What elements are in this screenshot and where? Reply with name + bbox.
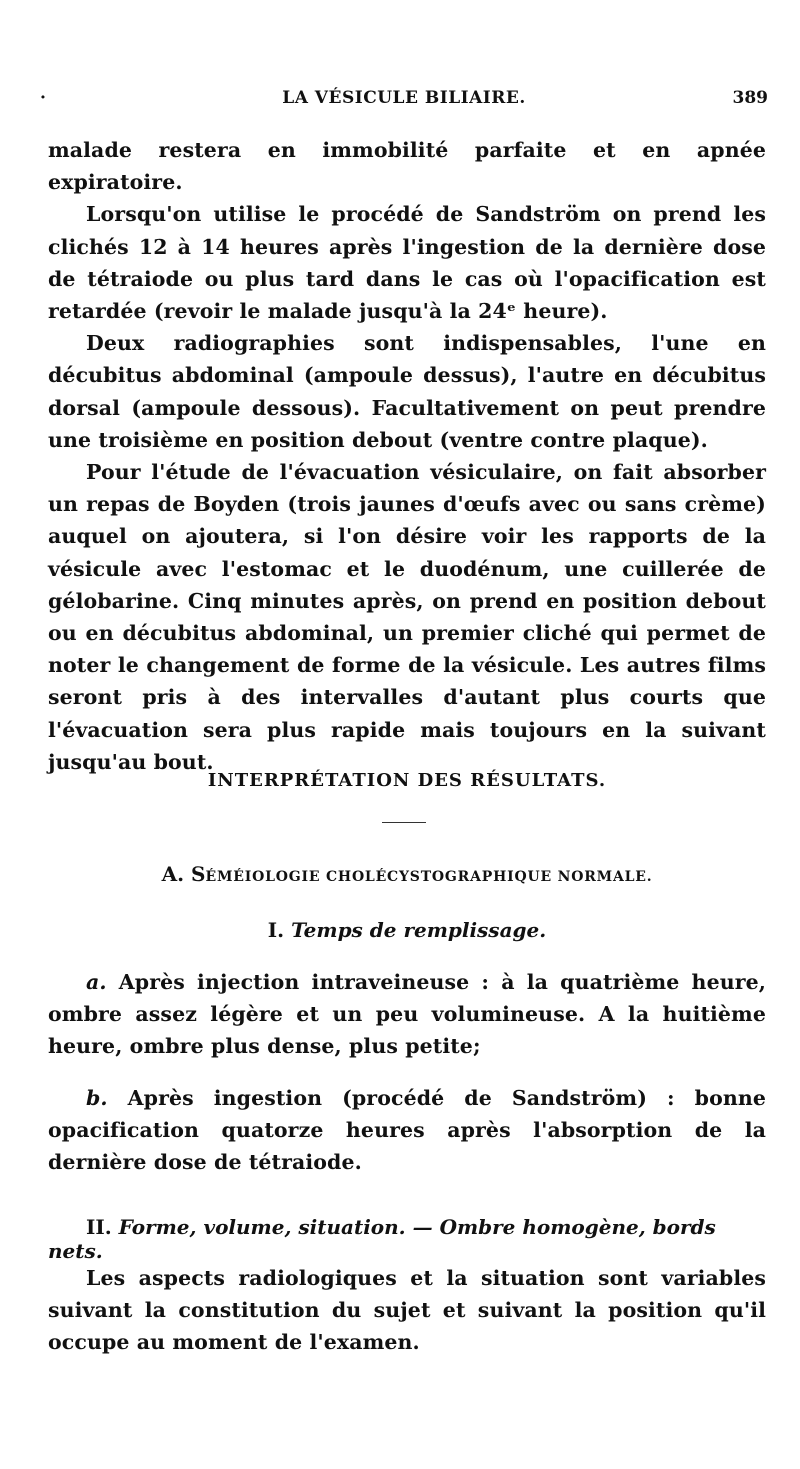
paragraph-evacuation: Pour l'étude de l'évacuation vésiculaire, on fait absorber un repas de Boyden (trois jaunes d'œufs avec ou sans crème) auquel on ajoutera, si l'on désire voir les rapports de la vésicule avec l'estomac et le duodénum, une cuillerée de gélobarine. Cinq minutes après, on prend en position debout ou en décubitus abdominal, un premier cliché qui permet de noter le changement de forme de la vésicule. Les autres films seront pris à des intervalles d'autant plus courts que l'évacuation sera plus rapide mais toujours en la suivant jusqu'au bout. xyxy=(48,460,766,774)
subsection-i-title: Temps de remplissage. xyxy=(291,918,547,942)
subsection-ii-number: II. xyxy=(86,1215,112,1239)
header-marker: · xyxy=(40,88,46,108)
closing-paragraph: Les aspects radiologiques et la situation sont variables suivant la constitution du sujet et suivant la position qu'il occupe au moment de l'examen. xyxy=(48,1266,766,1355)
section-rule xyxy=(382,822,426,823)
page-number: 389 xyxy=(732,88,768,108)
running-header xyxy=(40,88,768,118)
item-b-text: Après ingestion (procédé de Sandström) : bonne opacification quatorze heures après l'absorption de la dernière dose de tétraiode. xyxy=(48,1086,766,1175)
running-title: LA VÉSICULE BILIAIRE. xyxy=(282,88,526,108)
paragraph-continuation: malade restera en immobilité parfaite et en apnée expiratoire. xyxy=(48,138,766,195)
closing-block xyxy=(48,1262,766,1359)
item-b-block xyxy=(48,1082,766,1179)
item-a-text: Après injection intraveineuse : à la quatrième heure, ombre assez légère et un peu volumineuse. A la huitième heure, ombre plus dense, plus petite; xyxy=(48,970,766,1059)
paragraph-sandstrom: Lorsqu'on utilise le procédé de Sandström on prend les clichés 12 à 14 heures après l'ingestion de la dernière dose de tétraiode ou plus tard dans le cas où l'opacification est retardée (revoir le malade jusqu'à la 24ᵉ heure). xyxy=(48,202,766,324)
body-text-block xyxy=(48,134,766,778)
subsection-a-heading xyxy=(48,862,766,886)
subsection-a-initial: S xyxy=(191,862,206,886)
subsection-a-letter: A. xyxy=(161,862,185,886)
item-b-paragraph xyxy=(48,1082,766,1179)
item-a-paragraph xyxy=(48,966,766,1063)
subsection-a-title: ÉMÉIOLOGIE CHOLÉCYSTOGRAPHIQUE NORMALE. xyxy=(205,869,653,885)
item-a-block xyxy=(48,966,766,1063)
subsection-ii-title: Forme, volume, situation. — Ombre homogène, bords nets. xyxy=(48,1215,716,1263)
subsection-ii-heading xyxy=(48,1215,766,1263)
item-b-label: b. xyxy=(86,1086,108,1110)
item-a-label: a. xyxy=(86,970,107,994)
section-heading: INTERPRÉTATION DES RÉSULTATS. xyxy=(207,770,607,791)
subsection-i-number: I. xyxy=(267,918,285,942)
subsection-i-heading xyxy=(48,918,766,942)
paragraph-radiographies: Deux radiographies sont indispensables, l'une en décubitus abdominal (ampoule dessus), l'autre en décubitus dorsal (ampoule dessous). Facultativement on peut prendre une troisième en position debout (ventre contre plaque). xyxy=(48,331,766,452)
